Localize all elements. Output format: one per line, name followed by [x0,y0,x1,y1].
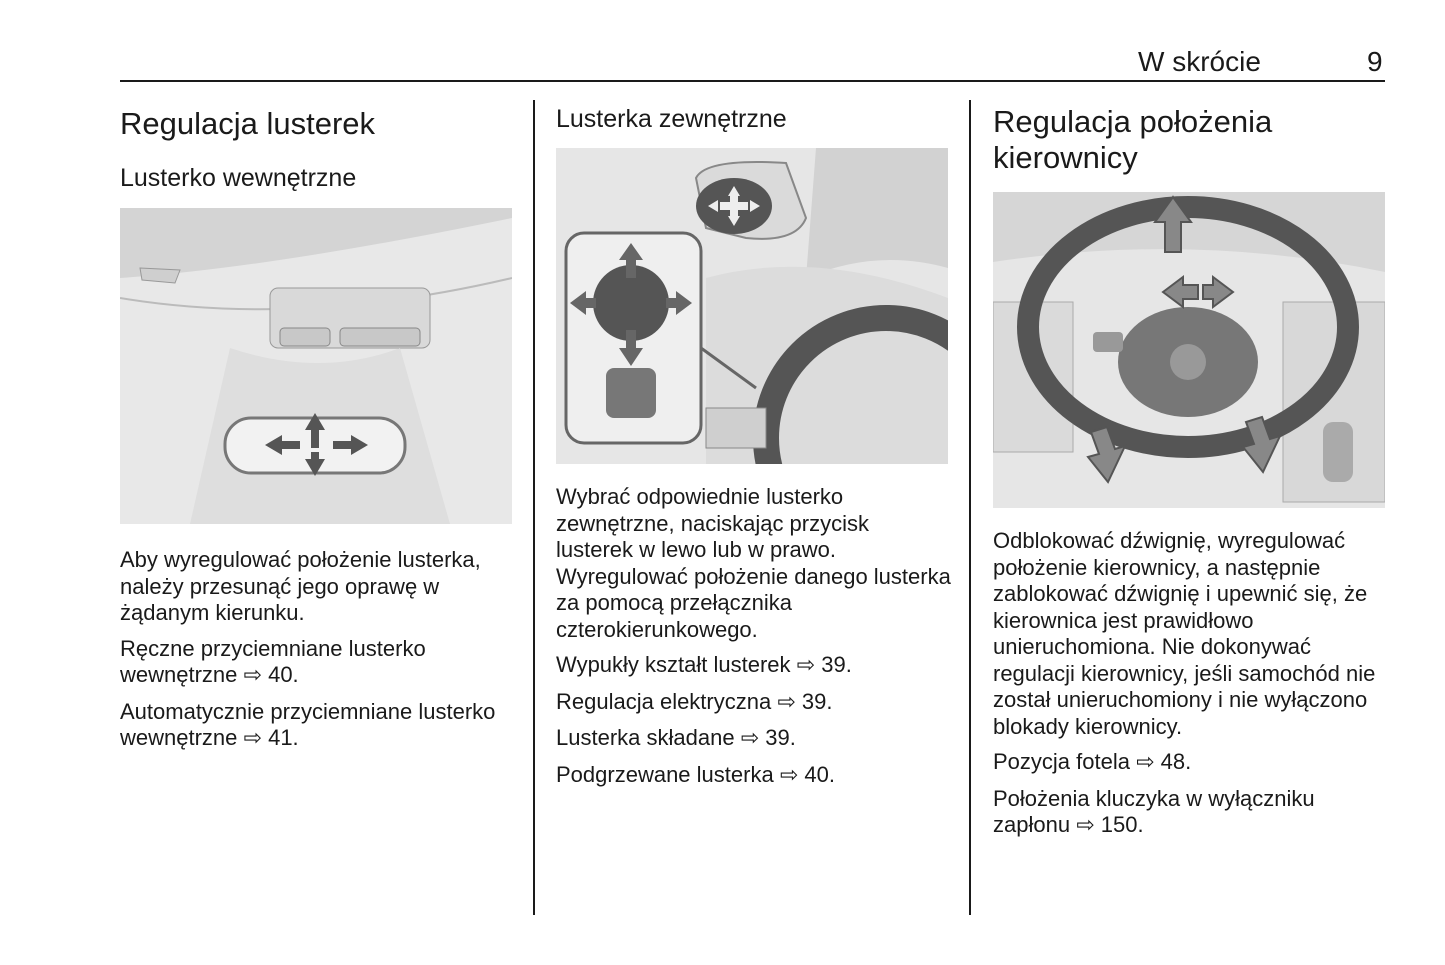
reference-folding-mirrors[interactable] [556,725,951,753]
reference-page: 39. [821,652,852,677]
column-exterior-mirrors [556,100,951,798]
reference-text: Ręczne przyciemniane lusterko wewnętrzne [120,635,426,687]
reference-manual-dimming[interactable] [120,636,515,690]
reference-auto-dimming[interactable] [120,699,515,753]
reference-page: 41. [268,725,299,750]
reference-text: Wypukły kształt lusterek [556,652,791,677]
reference-page: 150. [1100,812,1144,837]
subheading-exterior-mirrors: Lusterka zewnętrzne [556,105,787,133]
steering-wheel-illustration [993,192,1385,508]
paragraph-mirror-instructions: Aby wyregulować położenie lusterka, należy przesunąć jego oprawę w żądanym kierunku. [120,547,481,625]
heading-mirror-adjustment: Regulacja lusterek [120,106,376,141]
reference-text: Położenia kluczyka w wyłączniku zapłonu [993,785,1315,837]
paragraph-steering-instructions: Odblokować dźwignię, wyregulować położenie kierownicy, a następnie zablokować dźwignię i upewnić się, że kierownica jest prawidłowo unieruchomiona. Nie dokonywać regulacji kierownicy, jeśli samochód nie został unieruchomiony i nie wyłączono blokady kierownicy. [993,528,1376,739]
header-rule [120,80,1385,82]
reference-page: 39. [801,688,833,714]
reference-text: Regulacja elektryczna [556,688,772,714]
reference-text: Pozycja fotela [993,749,1130,774]
paragraph-exterior-instructions: Wybrać odpowiednie lusterko zewnętrzne, naciskając przycisk lusterek w lewo lub w prawo. Wyregulować położenie danego lusterka za pomocą przełącznika czterokierunkowego. [556,484,951,642]
reference-text: Podgrzewane lusterka [556,761,774,787]
reference-page: 39. [765,725,796,750]
interior-mirror-illustration [120,208,512,524]
column-interior-mirror [120,100,515,762]
reference-seat-position[interactable] [993,749,1388,777]
reference-arrow-icon: ⇨ [243,726,262,751]
column-divider-1 [533,100,535,915]
reference-arrow-icon: ⇨ [779,762,799,788]
reference-arrow-icon: ⇨ [1076,813,1095,838]
reference-arrow-icon: ⇨ [1136,750,1155,775]
reference-text: Lusterka składane [556,725,735,750]
reference-page: 48. [1160,749,1192,774]
column-divider-2 [969,100,971,915]
reference-text: Automatycznie przyciemniane lusterko wewnętrzne [120,698,496,750]
page-number: 9 [1367,46,1383,77]
reference-arrow-icon: ⇨ [777,689,796,715]
reference-page: 40. [268,662,299,687]
reference-heated-mirrors[interactable] [556,762,951,790]
reference-page: 40. [804,761,835,787]
subheading-interior-mirror: Lusterko wewnętrzne [120,164,357,192]
column-steering-wheel [993,100,1388,849]
reference-ignition-positions[interactable] [993,786,1388,840]
reference-electric-adjustment[interactable] [556,689,951,717]
exterior-mirror-switch-illustration [556,148,948,464]
section-title: W skrócie [1138,46,1261,77]
reference-arrow-icon: ⇨ [740,726,760,751]
reference-arrow-icon: ⇨ [243,663,262,688]
reference-arrow-icon: ⇨ [796,653,816,678]
heading-steering-adjustment: Regulacja położenia kierownicy [993,104,1273,175]
reference-convex-shape[interactable] [556,652,951,680]
